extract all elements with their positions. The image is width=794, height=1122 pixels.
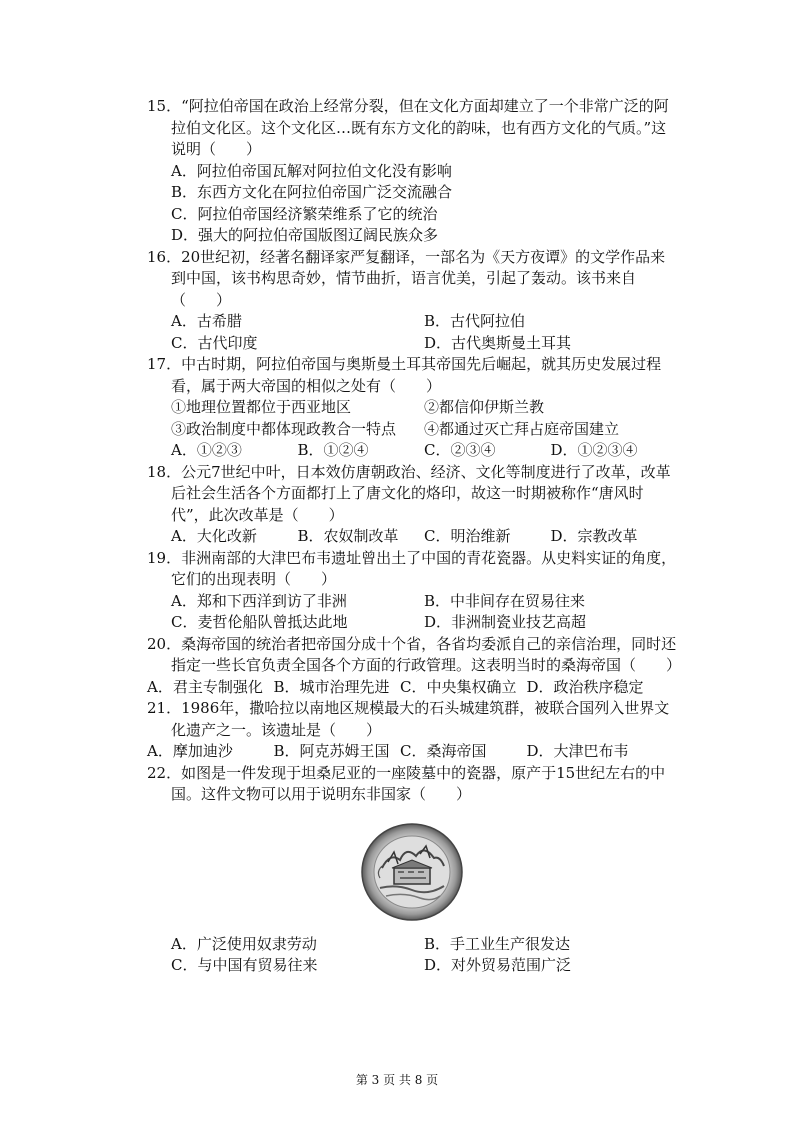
option-d[interactable]: D．对外贸易范围广泛 — [424, 956, 572, 974]
statement-4: ④都通过灭亡拜占庭帝国建立 — [424, 419, 620, 438]
option-b[interactable]: B．古代阿拉伯 — [424, 312, 526, 330]
option-d[interactable]: D．大津巴布韦 — [526, 742, 629, 760]
option-c[interactable]: C．阿拉伯帝国经济繁荣维系了它的统治 — [171, 204, 438, 223]
question-18 — [147, 462, 677, 548]
options-list — [147, 934, 677, 977]
porcelain-plate-image — [360, 822, 464, 922]
option-c[interactable]: C．明治维新 — [424, 527, 511, 545]
options-list — [147, 741, 677, 763]
option-d[interactable]: D．强大的阿拉伯帝国版图辽阔民族众多 — [171, 226, 439, 244]
option-b[interactable]: B．城市治理先进 — [273, 677, 390, 696]
option-a[interactable]: A．摩加迪沙 — [147, 742, 233, 760]
question-stem: 19．非洲南部的大津巴布韦遗址曾出土了中国的青花瓷器。从史料实证的角度，它们的出现表明（ ） — [147, 548, 677, 588]
option-d[interactable]: D．①②③④ — [550, 441, 638, 459]
option-c[interactable]: C．古代印度 — [171, 333, 258, 352]
option-d[interactable]: D．非洲制瓷业技艺高超 — [424, 613, 587, 631]
question-stem: 18．公元7世纪中叶，日本效仿唐朝政治、经济、文化等制度进行了改革，改革后社会生活各个方面都打上了唐文化的烙印，故这一时期被称作“唐风时代”，此次改革是（ ） — [147, 462, 671, 524]
question-19 — [147, 548, 677, 634]
question-16 — [147, 247, 677, 355]
option-b[interactable]: B．中非间存在贸易往来 — [424, 591, 586, 610]
question-stem: 20．桑海帝国的统治者把帝国分成十个省，各省均委派自己的亲信治理，同时还指定一些长官负责全国各个方面的行政管理。这表明当时的桑海帝国（ ） — [147, 634, 682, 674]
option-b[interactable]: B．手工业生产很发达 — [424, 934, 571, 953]
question-22 — [147, 763, 677, 977]
option-c[interactable]: C．与中国有贸易往来 — [171, 956, 318, 974]
option-c[interactable]: C．麦哲伦船队曾抵达此地 — [171, 613, 348, 631]
statement-2: ②都信仰伊斯兰教 — [424, 398, 545, 416]
option-a[interactable]: A．广泛使用奴隶劳动 — [171, 934, 317, 953]
statement-1: ①地理位置都位于西亚地区 — [171, 398, 352, 416]
statement-3: ③政治制度中都体现政教合一特点 — [171, 419, 397, 438]
statement-list — [147, 397, 677, 440]
page-footer: 第 3 页 共 8 页 — [355, 1073, 439, 1087]
option-a[interactable]: A．阿拉伯帝国瓦解对阿拉伯文化没有影响 — [171, 161, 452, 180]
option-c[interactable]: C．中央集权确立 — [400, 677, 517, 696]
options-list — [147, 161, 677, 247]
question-stem: 17．中古时期，阿拉伯帝国与奥斯曼土耳其帝国先后崛起，就其历史发展过程看，属于两大帝国的相似之处有（ ） — [147, 355, 662, 395]
option-a[interactable]: A．古希腊 — [171, 312, 242, 330]
option-a[interactable]: A．①②③ — [171, 441, 242, 459]
question-stem: 21．1986年，撒哈拉以南地区规模最大的石头城建筑群，被联合国列入世界文化遗产之一。该遗址是（ ） — [147, 699, 670, 739]
question-21 — [147, 698, 677, 763]
options-list — [147, 440, 677, 462]
question-stem: 15．“阿拉伯帝国在政治上经常分裂，但在文化方面却建立了一个非常广泛的阿拉伯文化区。这个文化区…既有东方文化的韵味，也有西方文化的气质。”这说明（ ） — [147, 97, 669, 158]
options-list — [147, 526, 677, 548]
option-d[interactable]: D．宗教改革 — [550, 527, 638, 545]
option-b[interactable]: B．农奴制改革 — [297, 527, 399, 545]
question-stem: 16．20世纪初，经著名翻译家严复翻译，一部名为《天方夜谭》的文学作品来到中国，该书构思奇妙，情节曲折，语言优美，引起了轰动。该书来自（ ） — [147, 247, 666, 309]
question-20 — [147, 634, 682, 699]
option-a[interactable]: A．郑和下西洋到访了非洲 — [171, 591, 347, 610]
option-d[interactable]: D．古代奥斯曼土耳其 — [424, 333, 572, 352]
option-a[interactable]: A．大化改新 — [171, 527, 257, 545]
question-15 — [147, 96, 677, 247]
porcelain-figure — [147, 822, 677, 922]
options-list — [147, 677, 677, 699]
exam-page — [147, 96, 682, 977]
options-list — [147, 591, 677, 634]
option-b[interactable]: B．①②④ — [297, 441, 369, 459]
option-b[interactable]: B．阿克苏姆王国 — [273, 742, 390, 760]
question-stem: 22．如图是一件发现于坦桑尼亚的一座陵墓中的瓷器，原产于15世纪左右的中国。这件文物可以用于说明东非国家（ ） — [147, 763, 666, 803]
option-c[interactable]: C．②③④ — [424, 441, 496, 459]
option-d[interactable]: D．政治秩序稳定 — [526, 677, 644, 696]
options-list — [147, 311, 677, 354]
question-17 — [147, 354, 677, 462]
option-a[interactable]: A．君主专制强化 — [147, 677, 263, 696]
option-b[interactable]: B．东西方文化在阿拉伯帝国广泛交流融合 — [171, 183, 453, 201]
option-c[interactable]: C．桑海帝国 — [400, 742, 487, 760]
